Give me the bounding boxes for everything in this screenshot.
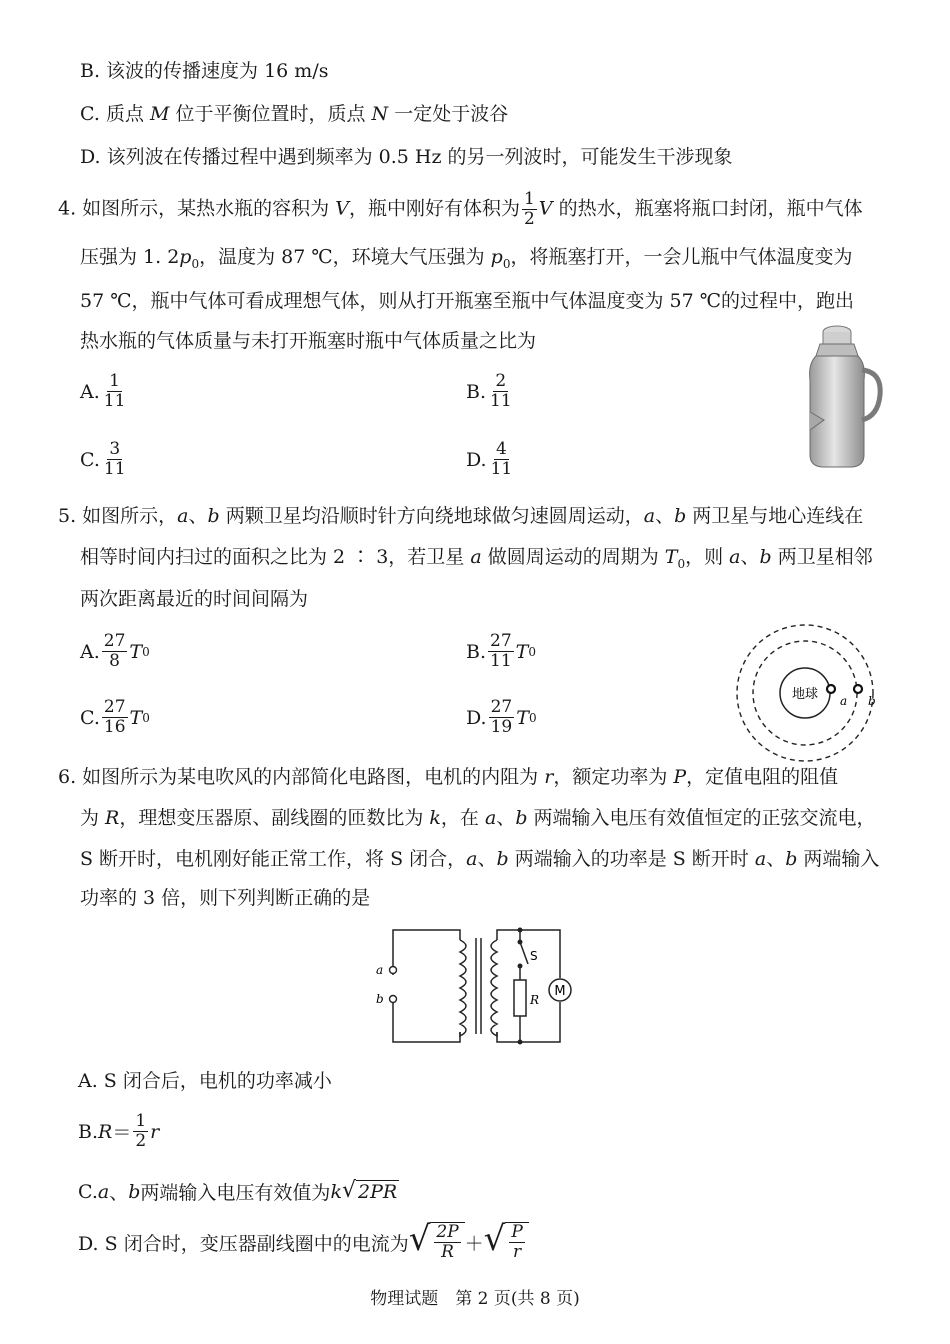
page-footer: 物理试题 第 2 页(共 8 页) [370, 1289, 580, 1309]
q4-option-c: C. $\frac{3}{11}$ [80, 439, 126, 479]
q6-option-d: D. S 闭合时，变压器副线圈中的电流为 √ $\frac{2P}{R}$ ＋ √ $\frac{P}{r}$ [78, 1222, 529, 1262]
satellite-b [854, 685, 862, 693]
q3-option-c: C. 质点 M 位于平衡位置时，质点 N 一定处于波谷 [80, 103, 509, 125]
terminal-b [390, 996, 397, 1003]
q6-option-c: C. a 、 b 两端输入电压有效值为 k √ 2PR [78, 1178, 398, 1204]
q4-stem-line4: 热水瓶的气体质量与未打开瓶塞时瓶中气体质量之比为 [80, 330, 537, 352]
terminal-a-label: a [376, 963, 384, 977]
q5-option-d: D. $\frac{27}{19}$ T 0 [466, 697, 537, 737]
q5-stem-line2: 相等时间内扫过的面积之比为 2 ∶ 3，若卫星 a 做圆周运动的周期为 $T_0$，则 a、b 两卫星相邻 [80, 546, 873, 571]
q6-option-b: B. R ＝ $\frac{1}{2}$ r [78, 1111, 160, 1151]
q5-option-a: A. $\frac{27}{8}$ T 0 [80, 631, 150, 671]
q6-stem-line1: 6. 如图所示为某电吹风的内部简化电路图，电机的内阻为 r，额定功率为 P，定值电阻的阻值 [58, 766, 839, 788]
q3-option-d: D. 该列波在传播过程中遇到频率为 0.5 Hz 的另一列波时，可能发生干涉现象 [80, 146, 733, 168]
motor-label: M [554, 984, 566, 999]
q5-stem-line3: 两次距离最近的时间间隔为 [80, 588, 309, 610]
satellite-a-label: a [840, 694, 848, 708]
thermos-bottle-image [800, 320, 885, 470]
q3-option-b: B. 该波的传播速度为 16 m/s [80, 60, 329, 82]
q6-stem-line4: 功率的 3 倍，则下列判断正确的是 [80, 887, 371, 909]
q4-fraction: $\frac{1}{2}$ [523, 189, 535, 229]
terminal-a [390, 967, 397, 974]
q5-stem-line1: 5. 如图所示，a、b 两颗卫星均沿顺时针方向绕地球做匀速圆周运动，a、b 两卫星与地心连线在 [58, 505, 864, 527]
q4-stem-line2: 压强为 1. $2p_0$，温度为 87 ℃，环境大气压强为 $p_0$，将瓶塞打开，一会儿瓶中气体温度变为 [80, 246, 853, 271]
q4-stem-line3: 57 ℃，瓶中气体可看成理想气体，则从打开瓶塞至瓶中气体温度变为 57 ℃的过程中，跑出 [80, 290, 854, 312]
satellite-a [827, 685, 835, 693]
q5-option-c: C. $\frac{27}{16}$ T 0 [80, 697, 150, 737]
satellite-b-label: b [868, 694, 876, 708]
resistor-label: R [530, 993, 540, 1007]
q4-option-b: B. $\frac{2}{11}$ [466, 371, 512, 411]
q6-option-a: A. S 闭合后，电机的功率减小 [78, 1070, 332, 1092]
q4-option-a: A. $\frac{1}{11}$ [80, 371, 126, 411]
switch-label: S [530, 949, 538, 963]
satellite-orbit-diagram [730, 620, 890, 770]
terminal-b-label: b [376, 992, 384, 1006]
q6-stem-line3: S 断开时，电机刚好能正常工作，将 S 闭合，a、b 两端输入的功率是 S 断开时 a、b 两端输入 [80, 848, 880, 870]
q4-option-d: D. $\frac{4}{11}$ [466, 439, 513, 479]
earth-label: 地球 [791, 687, 819, 702]
q6-stem-line2: 为 R，理想变压器原、副线圈的匝数比为 k，在 a、b 两端输入电压有效值恒定的正弦交流电， [80, 807, 876, 829]
q4-stem-line1: 4. 如图所示，某热水瓶的容积为 V，瓶中刚好有体积为 $\frac{1}{2}$ V 的热水，瓶塞将瓶口封闭，瓶中气体 [58, 189, 863, 229]
q5-option-b: B. $\frac{27}{11}$ T 0 [466, 631, 536, 671]
transformer-circuit-diagram [370, 920, 580, 1055]
